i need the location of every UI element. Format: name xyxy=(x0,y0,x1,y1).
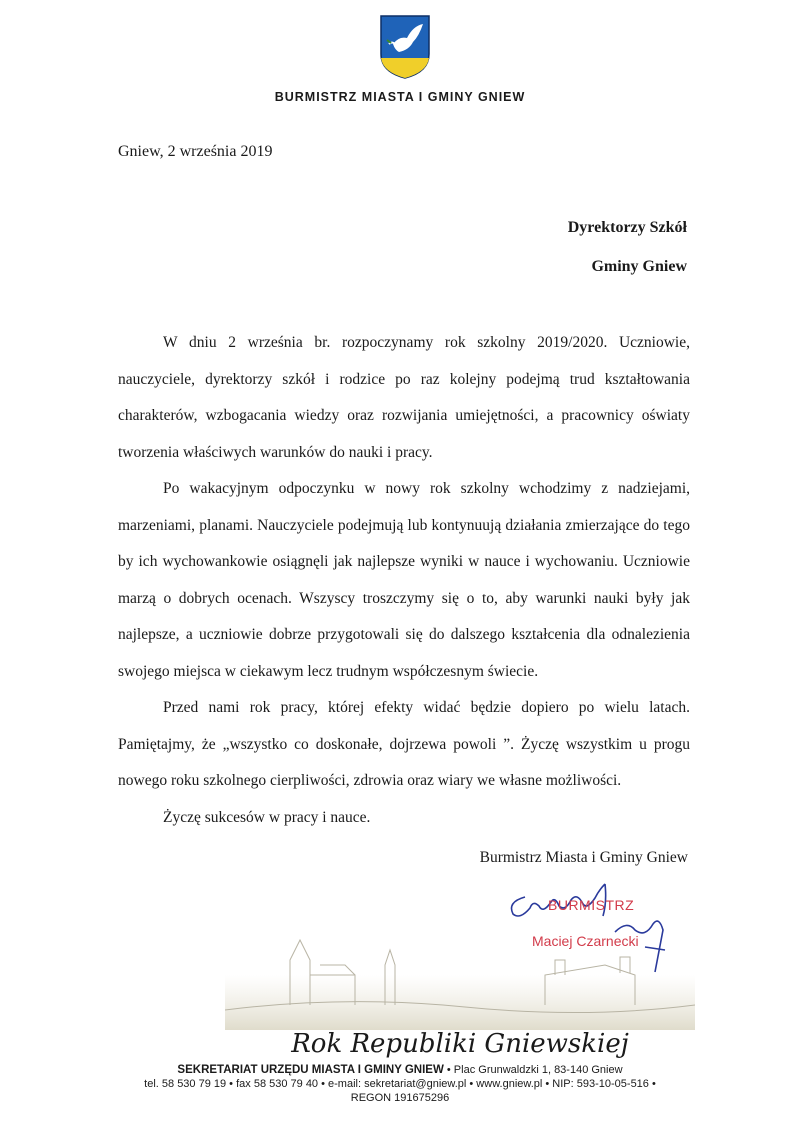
paragraph: Przed nami rok pracy, której efekty widać będzie dopiero po wielu latach. Pamiętajmy, że „wszystko co doskonałe, dojrzewa powoli ”. Życzę wszystkim u progu nowego roku szkolnego cierpliwości, zdrowia oraz wiary we własne możliwości. xyxy=(118,699,690,789)
motto-text: Rok Republiki Gniewskiej xyxy=(291,1029,629,1059)
recipient-line-1: Dyrektorzy Szkół xyxy=(567,219,687,236)
letter-body xyxy=(118,325,690,836)
footer-line-1 xyxy=(0,1064,800,1078)
stamp-title: BURMISTRZ xyxy=(548,897,635,913)
footer-line-2: tel. 58 530 79 19 • fax 58 530 79 40 • e-mail: sekretariat@gniew.pl • www.gniew.pl • NIP: 593-10-05-516 • xyxy=(144,1078,656,1090)
closing-signature-line: Burmistrz Miasta i Gminy Gniew xyxy=(479,849,688,866)
handwritten-signature xyxy=(495,872,695,982)
header-title: BURMISTRZ MIASTA I GMINY GNIEW xyxy=(274,90,526,104)
motto-script-logo xyxy=(245,1018,675,1068)
recipient-line-2: Gminy Gniew xyxy=(591,258,687,275)
stamp-name: Maciej Czarnecki xyxy=(532,933,639,949)
footer-office-name: SEKRETARIAT URZĘDU MIASTA I GMINY GNIEW xyxy=(177,1064,444,1076)
paragraph: Po wakacyjnym odpoczynku w nowy rok szkolny wchodzimy z nadziejami, marzeniami, planami. Nauczyciele podejmują lub kontynuują działania zmierzające do tego by ich wychowankowie osiągnęli jak najlepsze wyniki w nauce i wychowaniu. Uczniowie marzą o dobrych ocenach. Wszyscy troszczymy się o to, aby warunki nauki były jak najlepsze, a uczniowie dobrze przygotowali się do dalszego kształcenia dla odnalezienia swojego miejsca w ciekawym lecz trudnym współczesnym świecie. xyxy=(118,480,690,680)
paragraph: Życzę sukcesów w pracy i nauce. xyxy=(163,808,371,826)
footer-address: • Plac Grunwaldzki 1, 83-140 Gniew xyxy=(443,1064,623,1076)
footer-line-3: REGON 191675296 xyxy=(350,1092,450,1104)
gniew-dove-crest-icon xyxy=(379,14,431,80)
letter-date: Gniew, 2 września 2019 xyxy=(118,143,273,160)
paragraph: W dniu 2 września br. rozpoczynamy rok szkolny 2019/2020. Uczniowie, nauczyciele, dyrektorzy szkół i rodzice po raz kolejny podejmą trud kształtowania charakterów, wzbogacania wiedzy oraz rozwijania umiejętności, a pracownicy oświaty tworzenia właściwych warunków do nauki i pracy. xyxy=(118,334,690,461)
